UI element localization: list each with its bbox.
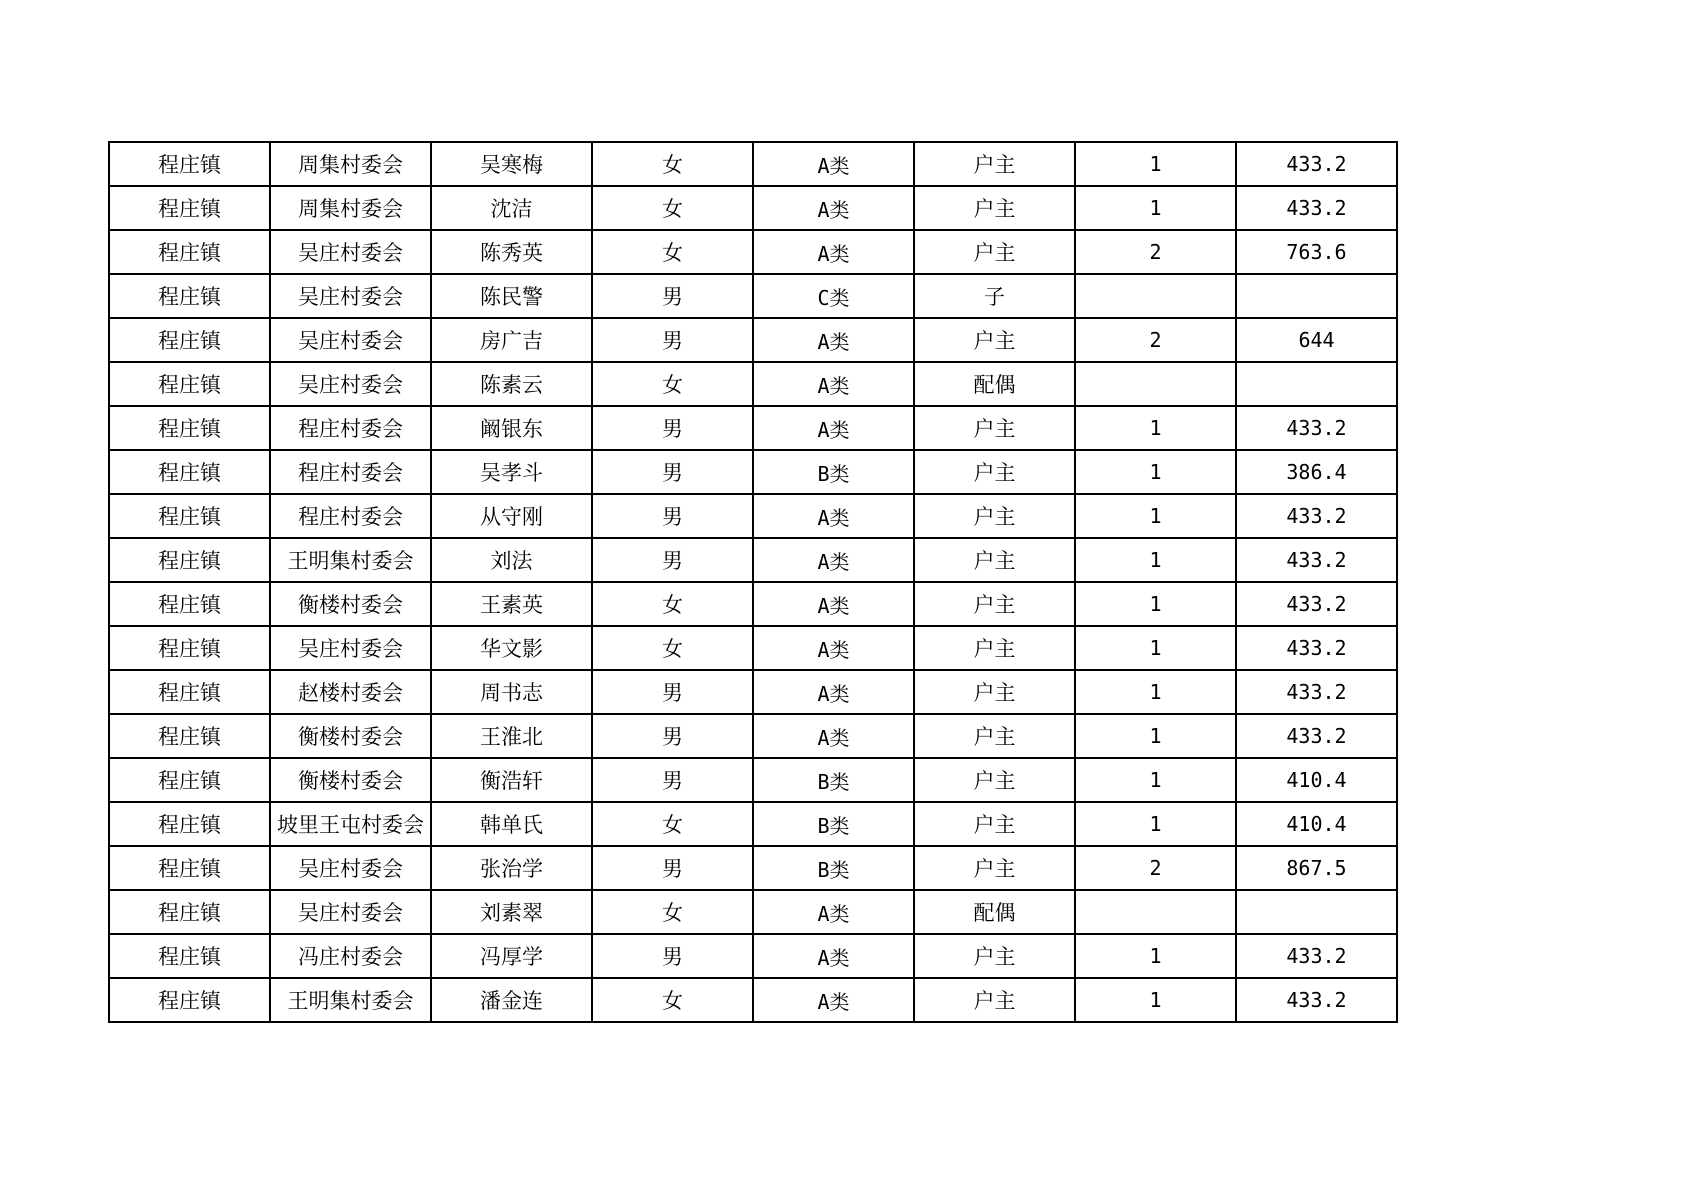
table-row — [109, 626, 1397, 670]
table-row — [109, 802, 1397, 846]
name-cell: 王淮北 — [431, 714, 592, 758]
household-size-cell: 2 — [1075, 318, 1236, 362]
gender-cell: 女 — [592, 362, 753, 406]
relation-cell: 户主 — [914, 142, 1075, 186]
name-cell: 华文影 — [431, 626, 592, 670]
category-cell: A类 — [753, 714, 914, 758]
amount-cell: 410.4 — [1236, 802, 1397, 846]
relation-cell: 户主 — [914, 186, 1075, 230]
amount-cell: 433.2 — [1236, 978, 1397, 1022]
village-committee-cell: 吴庄村委会 — [270, 274, 431, 318]
category-cell: A类 — [753, 582, 914, 626]
household-size-cell: 1 — [1075, 714, 1236, 758]
table-row — [109, 846, 1397, 890]
village-committee-cell: 程庄村委会 — [270, 494, 431, 538]
table-row — [109, 582, 1397, 626]
relation-cell: 户主 — [914, 626, 1075, 670]
name-cell: 从守刚 — [431, 494, 592, 538]
table-row — [109, 714, 1397, 758]
town-cell: 程庄镇 — [109, 142, 270, 186]
village-committee-cell: 赵楼村委会 — [270, 670, 431, 714]
category-cell: A类 — [753, 978, 914, 1022]
name-cell: 王素英 — [431, 582, 592, 626]
table-row — [109, 186, 1397, 230]
table-row — [109, 230, 1397, 274]
table-row — [109, 890, 1397, 934]
name-cell: 周书志 — [431, 670, 592, 714]
category-cell: B类 — [753, 802, 914, 846]
relation-cell: 户主 — [914, 714, 1075, 758]
table-row — [109, 934, 1397, 978]
gender-cell: 男 — [592, 714, 753, 758]
town-cell: 程庄镇 — [109, 494, 270, 538]
town-cell: 程庄镇 — [109, 318, 270, 362]
relation-cell: 配偶 — [914, 362, 1075, 406]
gender-cell: 男 — [592, 538, 753, 582]
name-cell: 刘法 — [431, 538, 592, 582]
village-committee-cell: 冯庄村委会 — [270, 934, 431, 978]
table-row — [109, 318, 1397, 362]
town-cell: 程庄镇 — [109, 450, 270, 494]
category-cell: A类 — [753, 494, 914, 538]
household-size-cell: 1 — [1075, 538, 1236, 582]
town-cell: 程庄镇 — [109, 582, 270, 626]
relation-cell: 户主 — [914, 934, 1075, 978]
household-size-cell: 1 — [1075, 142, 1236, 186]
table-row — [109, 538, 1397, 582]
name-cell: 冯厚学 — [431, 934, 592, 978]
category-cell: A类 — [753, 890, 914, 934]
village-committee-cell: 程庄村委会 — [270, 406, 431, 450]
relation-cell: 户主 — [914, 758, 1075, 802]
town-cell: 程庄镇 — [109, 626, 270, 670]
table-row — [109, 670, 1397, 714]
category-cell: A类 — [753, 934, 914, 978]
relation-cell: 户主 — [914, 494, 1075, 538]
name-cell: 吴寒梅 — [431, 142, 592, 186]
category-cell: A类 — [753, 318, 914, 362]
category-cell: A类 — [753, 142, 914, 186]
name-cell: 张治学 — [431, 846, 592, 890]
amount-cell: 763.6 — [1236, 230, 1397, 274]
category-cell: B类 — [753, 846, 914, 890]
relation-cell: 户主 — [914, 538, 1075, 582]
village-committee-cell: 程庄村委会 — [270, 450, 431, 494]
village-committee-cell: 衡楼村委会 — [270, 714, 431, 758]
household-size-cell: 2 — [1075, 230, 1236, 274]
name-cell: 刘素翠 — [431, 890, 592, 934]
town-cell: 程庄镇 — [109, 890, 270, 934]
village-committee-cell: 吴庄村委会 — [270, 318, 431, 362]
category-cell: A类 — [753, 626, 914, 670]
gender-cell: 男 — [592, 494, 753, 538]
relation-cell: 子 — [914, 274, 1075, 318]
household-size-cell: 2 — [1075, 846, 1236, 890]
household-size-cell: 1 — [1075, 670, 1236, 714]
household-size-cell: 1 — [1075, 406, 1236, 450]
amount-cell: 386.4 — [1236, 450, 1397, 494]
amount-cell: 433.2 — [1236, 494, 1397, 538]
household-size-cell: 1 — [1075, 450, 1236, 494]
village-committee-cell: 王明集村委会 — [270, 538, 431, 582]
household-size-cell: 1 — [1075, 802, 1236, 846]
gender-cell: 女 — [592, 582, 753, 626]
relation-cell: 户主 — [914, 978, 1075, 1022]
gender-cell: 女 — [592, 802, 753, 846]
town-cell: 程庄镇 — [109, 274, 270, 318]
household-size-cell: 1 — [1075, 494, 1236, 538]
table-row — [109, 274, 1397, 318]
category-cell: B类 — [753, 758, 914, 802]
household-size-cell: 1 — [1075, 186, 1236, 230]
relation-cell: 户主 — [914, 802, 1075, 846]
household-size-cell — [1075, 362, 1236, 406]
village-committee-cell: 周集村委会 — [270, 142, 431, 186]
relation-cell: 户主 — [914, 318, 1075, 362]
name-cell: 陈秀英 — [431, 230, 592, 274]
household-size-cell: 1 — [1075, 934, 1236, 978]
amount-cell: 410.4 — [1236, 758, 1397, 802]
amount-cell: 644 — [1236, 318, 1397, 362]
town-cell: 程庄镇 — [109, 846, 270, 890]
gender-cell: 男 — [592, 274, 753, 318]
village-committee-cell: 王明集村委会 — [270, 978, 431, 1022]
relation-cell: 户主 — [914, 582, 1075, 626]
name-cell: 陈民警 — [431, 274, 592, 318]
town-cell: 程庄镇 — [109, 186, 270, 230]
household-size-cell: 1 — [1075, 978, 1236, 1022]
town-cell: 程庄镇 — [109, 670, 270, 714]
household-size-cell: 1 — [1075, 582, 1236, 626]
table-row — [109, 494, 1397, 538]
town-cell: 程庄镇 — [109, 758, 270, 802]
village-committee-cell: 吴庄村委会 — [270, 362, 431, 406]
amount-cell — [1236, 362, 1397, 406]
amount-cell: 433.2 — [1236, 714, 1397, 758]
relation-cell: 户主 — [914, 406, 1075, 450]
relation-cell: 户主 — [914, 450, 1075, 494]
gender-cell: 男 — [592, 450, 753, 494]
table-row — [109, 406, 1397, 450]
village-committee-cell: 衡楼村委会 — [270, 582, 431, 626]
table-row — [109, 362, 1397, 406]
relation-cell: 户主 — [914, 846, 1075, 890]
town-cell: 程庄镇 — [109, 230, 270, 274]
amount-cell: 433.2 — [1236, 582, 1397, 626]
village-committee-cell: 吴庄村委会 — [270, 890, 431, 934]
relation-cell: 配偶 — [914, 890, 1075, 934]
village-committee-cell: 吴庄村委会 — [270, 846, 431, 890]
village-committee-cell: 周集村委会 — [270, 186, 431, 230]
name-cell: 潘金连 — [431, 978, 592, 1022]
village-committee-cell: 吴庄村委会 — [270, 230, 431, 274]
gender-cell: 女 — [592, 626, 753, 670]
gender-cell: 男 — [592, 758, 753, 802]
village-committee-cell: 吴庄村委会 — [270, 626, 431, 670]
household-size-cell: 1 — [1075, 758, 1236, 802]
gender-cell: 女 — [592, 186, 753, 230]
table-row — [109, 142, 1397, 186]
town-cell: 程庄镇 — [109, 978, 270, 1022]
amount-cell: 433.2 — [1236, 670, 1397, 714]
category-cell: B类 — [753, 450, 914, 494]
amount-cell — [1236, 274, 1397, 318]
amount-cell: 433.2 — [1236, 186, 1397, 230]
amount-cell — [1236, 890, 1397, 934]
town-cell: 程庄镇 — [109, 934, 270, 978]
amount-cell: 433.2 — [1236, 626, 1397, 670]
table-row — [109, 978, 1397, 1022]
name-cell: 房广吉 — [431, 318, 592, 362]
name-cell: 吴孝斗 — [431, 450, 592, 494]
household-size-cell — [1075, 890, 1236, 934]
amount-cell: 433.2 — [1236, 934, 1397, 978]
table-row — [109, 450, 1397, 494]
category-cell: A类 — [753, 362, 914, 406]
gender-cell: 女 — [592, 890, 753, 934]
gender-cell: 男 — [592, 406, 753, 450]
relation-cell: 户主 — [914, 230, 1075, 274]
category-cell: A类 — [753, 406, 914, 450]
category-cell: C类 — [753, 274, 914, 318]
data-table — [108, 141, 1398, 1023]
gender-cell: 男 — [592, 846, 753, 890]
name-cell: 韩单氏 — [431, 802, 592, 846]
town-cell: 程庄镇 — [109, 406, 270, 450]
amount-cell: 433.2 — [1236, 538, 1397, 582]
gender-cell: 男 — [592, 934, 753, 978]
amount-cell: 433.2 — [1236, 142, 1397, 186]
amount-cell: 433.2 — [1236, 406, 1397, 450]
town-cell: 程庄镇 — [109, 802, 270, 846]
name-cell: 沈洁 — [431, 186, 592, 230]
category-cell: A类 — [753, 670, 914, 714]
name-cell: 陈素云 — [431, 362, 592, 406]
village-committee-cell: 衡楼村委会 — [270, 758, 431, 802]
category-cell: A类 — [753, 230, 914, 274]
gender-cell: 男 — [592, 318, 753, 362]
household-size-cell — [1075, 274, 1236, 318]
name-cell: 阚银东 — [431, 406, 592, 450]
town-cell: 程庄镇 — [109, 714, 270, 758]
village-committee-cell: 坡里王屯村委会 — [270, 802, 431, 846]
gender-cell: 女 — [592, 142, 753, 186]
table-row — [109, 758, 1397, 802]
relation-cell: 户主 — [914, 670, 1075, 714]
table-body — [109, 142, 1397, 1022]
gender-cell: 女 — [592, 230, 753, 274]
gender-cell: 男 — [592, 670, 753, 714]
town-cell: 程庄镇 — [109, 362, 270, 406]
amount-cell: 867.5 — [1236, 846, 1397, 890]
household-size-cell: 1 — [1075, 626, 1236, 670]
gender-cell: 女 — [592, 978, 753, 1022]
name-cell: 衡浩轩 — [431, 758, 592, 802]
category-cell: A类 — [753, 186, 914, 230]
town-cell: 程庄镇 — [109, 538, 270, 582]
category-cell: A类 — [753, 538, 914, 582]
